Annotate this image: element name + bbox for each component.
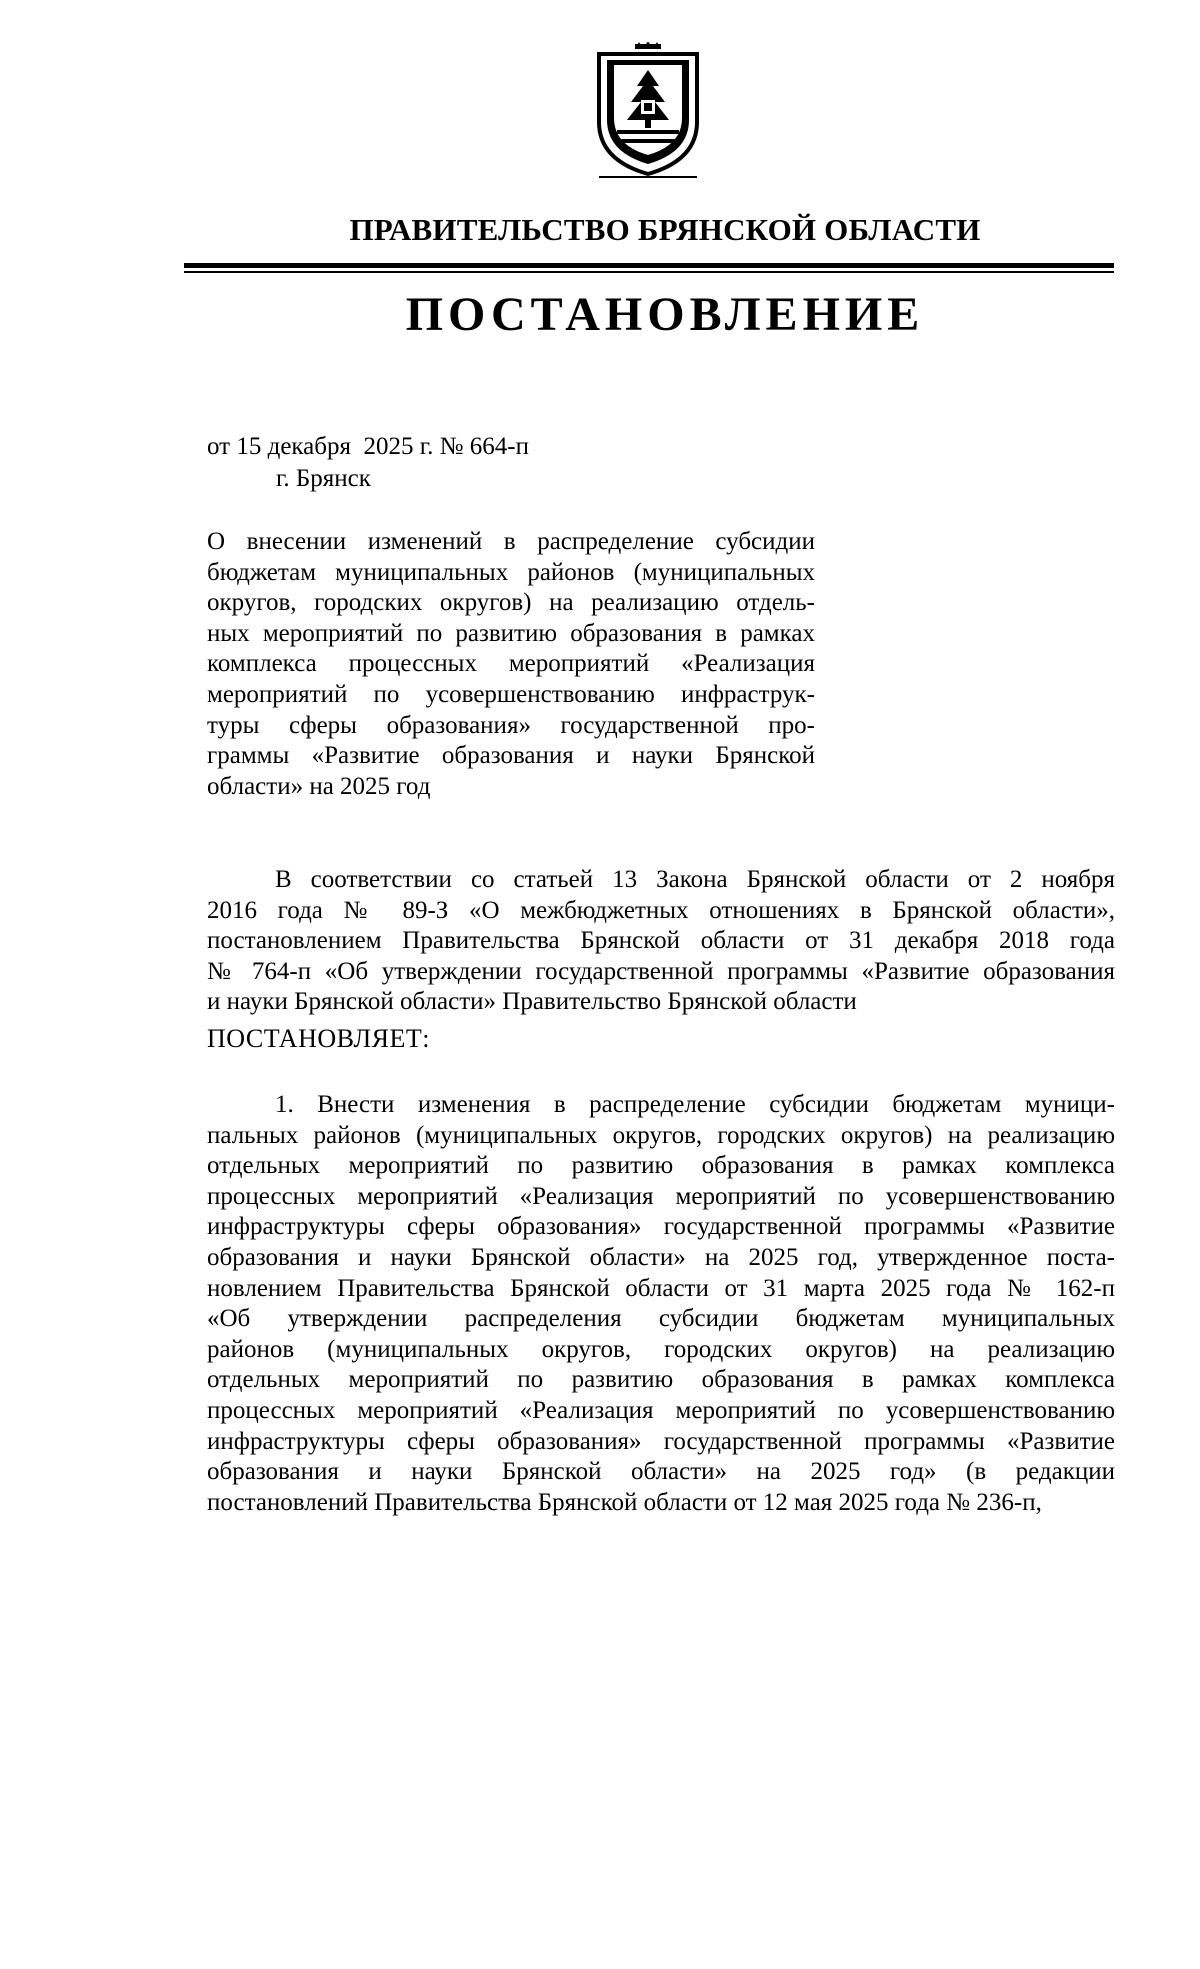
item-line: пальных районов (муниципальных округов, городских округов) на реализацию xyxy=(207,1121,1115,1149)
item-line: отдельных мероприятий по развитию образования в рамках комплекса xyxy=(207,1152,1115,1180)
subject-line: округов, городских округов) на реализацию отдель- xyxy=(207,589,815,617)
item-line: районов (муниципальных округов, городских округов) на реализацию xyxy=(207,1335,1115,1363)
subject-line: О внесении изменений в распределение субсидии xyxy=(207,528,815,555)
resolve-word: ПОСТАНОВЛЯЕТ: xyxy=(207,1024,430,1053)
subject-line: мероприятий по усовершенствованию инфраструк- xyxy=(207,680,815,708)
item-line: постановлений Правительства Брянской области от 12 мая 2025 года № 236-п, xyxy=(207,1488,1042,1516)
subject-line: комплекса процессных мероприятий «Реализация xyxy=(207,650,815,678)
preamble-line: и науки Брянской области» Правительство Брянской области xyxy=(207,988,857,1016)
item-line: образования и науки Брянской области» на 2025 год» (в редакции xyxy=(207,1458,1115,1486)
preamble-paragraph xyxy=(207,865,1115,1018)
document-date-number: от 15 декабря 2025 г. № 664-п xyxy=(207,433,529,460)
document-type-title: ПОСТАНОВЛЕНИЕ xyxy=(405,288,925,341)
item-line: инфраструктуры сферы образования» государственной программы «Развитие xyxy=(207,1427,1115,1455)
item-line: отдельных мероприятий по развитию образования в рамках комплекса xyxy=(207,1366,1115,1394)
item-line: образования и науки Брянской области» на 2025 год, утвержденное поста- xyxy=(207,1243,1115,1271)
item-line: «Об утверждении распределения субсидии бюджетам муниципальных xyxy=(207,1305,1115,1333)
subject-line: ных мероприятий по развитию образования в рамках xyxy=(207,619,815,647)
subject-line: области» на 2025 год xyxy=(207,772,431,800)
header-divider-thick xyxy=(184,263,1114,268)
preamble-line: В соответствии со статьей 13 Закона Брянской области от 2 ноября xyxy=(275,866,1115,893)
preamble-line: № 764-п «Об утверждении государственной программы «Развитие образования xyxy=(207,957,1115,985)
header-divider-thin xyxy=(184,271,1114,273)
item-line: процессных мероприятий «Реализация мероприятий по усовершенствованию xyxy=(207,1396,1115,1424)
item-1-paragraph xyxy=(207,1090,1115,1518)
document-subject xyxy=(207,527,815,802)
subject-line: туры сферы образования» государственной про- xyxy=(207,711,815,739)
subject-line: бюджетам муниципальных районов (муниципальных xyxy=(207,558,815,586)
document-city: г. Брянск xyxy=(276,465,371,492)
item-line: новлением Правительства Брянской области от 31 марта 2025 года № 162-п xyxy=(207,1274,1115,1302)
item-line: 1. Внести изменения в распределение субсидии бюджетам муници- xyxy=(275,1091,1115,1118)
subject-line: граммы «Развитие образования и науки Брянской xyxy=(207,742,815,770)
item-line: процессных мероприятий «Реализация мероприятий по усовершенствованию xyxy=(207,1182,1115,1210)
coat-of-arms-icon xyxy=(593,42,703,180)
preamble-line: 2016 года № 89-З «О межбюджетных отношениях в Брянской области», xyxy=(207,896,1115,924)
organization-title: ПРАВИТЕЛЬСТВО БРЯНСКОЙ ОБЛАСТИ xyxy=(349,212,981,247)
item-line: инфраструктуры сферы образования» государственной программы «Развитие xyxy=(207,1213,1115,1241)
preamble-line: постановлением Правительства Брянской области от 31 декабря 2018 года xyxy=(207,927,1115,955)
